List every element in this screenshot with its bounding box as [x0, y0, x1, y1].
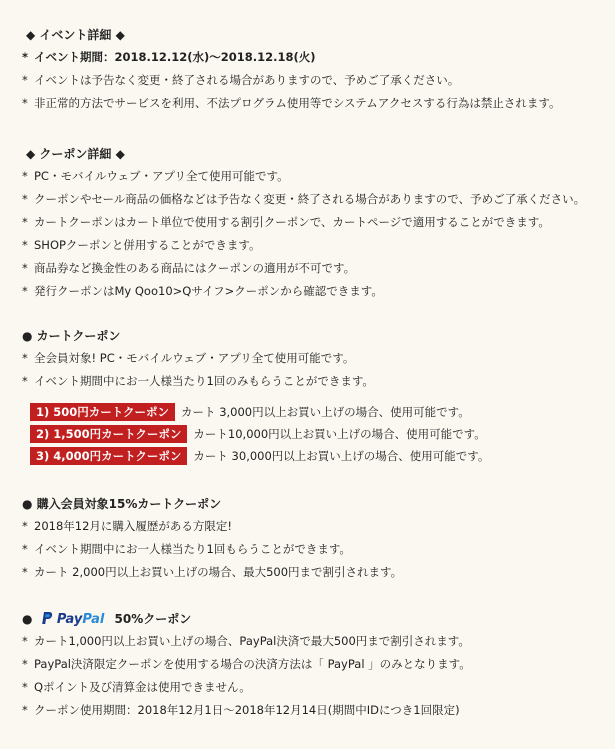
event-notice-line: * イベントは予告なく変更・終了される場合がありますので、予めご了承ください。: [22, 73, 460, 87]
paypal-coupon-heading: ● PayPal 50%クーポン: [22, 608, 607, 630]
coupon-tier-badge: 3) 4,000円カートクーポン: [30, 447, 187, 465]
coupon-tier-badge: 2) 1,500円カートクーポン: [30, 425, 187, 443]
paypal-coupon-section: [22, 608, 607, 722]
list-item: * カートクーポンはカート単位で使用する割引クーポンで、カートページで適用することができます。: [22, 215, 550, 229]
cart-coupon-section: [22, 325, 607, 467]
purchase-coupon-section: [22, 493, 607, 584]
coupon-details-section: [22, 143, 607, 303]
cart-coupon-heading: ● カートクーポン: [22, 329, 121, 343]
list-item: * 商品券など換金性のある商品にはクーポンの適用が不可です。: [22, 261, 356, 275]
list-item: * カート1,000円以上お買い上げの場合、PayPal決済で最大500円まで割引されます。: [22, 634, 470, 648]
coupon-tier-row: 3) 4,000円カートクーポン カート 30,000円以上お買い上げの場合、使用可能です。: [22, 445, 607, 467]
paypal-logo: PayPal: [41, 608, 105, 631]
coupon-details-heading: ◆ クーポン詳細 ◆: [26, 147, 125, 161]
list-item: * クーポン使用期間：2018年12月1日〜2018年12月14日(期間中IDにつき1回限定): [22, 703, 460, 717]
list-item: * イベント期間中にお一人様当たり1回もらうことができます。: [22, 542, 351, 556]
event-prohibition-line: * 非正常的方法でサービスを利用、不法プログラム使用等でシステムアクセスする行為は禁止されます。: [22, 96, 561, 110]
coupon-tier-row: 2) 1,500円カートクーポン カート10,000円以上お買い上げの場合、使用可能です。: [22, 423, 607, 445]
paypal-icon: [41, 611, 53, 625]
list-item: * SHOPクーポンと併用することができます。: [22, 238, 261, 252]
event-details-section: [22, 24, 607, 115]
list-item: * イベント期間中にお一人様当たり1回のみもらうことができます。: [22, 374, 374, 388]
list-item: * 全会員対象! PC・モバイルウェブ・アプリ全て使用可能です。: [22, 351, 355, 365]
list-item: * 発行クーポンはMy Qoo10>Qサイフ>クーポンから確認できます。: [22, 284, 383, 298]
list-item: * 2018年12月に購入履歴がある方限定!: [22, 519, 233, 533]
list-item: * PC・モバイルウェブ・アプリ全て使用可能です。: [22, 169, 289, 183]
event-details-heading: ◆ イベント詳細 ◆: [26, 28, 125, 42]
list-item: * クーポンやセール商品の価格などは予告なく変更・終了される場合がありますので、予めご了承ください。: [22, 192, 586, 206]
list-item: * Qポイント及び清算金は使用できません。: [22, 680, 251, 694]
list-item: * PayPal決済限定クーポンを使用する場合の決済方法は「 PayPal 」のみとなります。: [22, 657, 471, 671]
list-item: * カート 2,000円以上お買い上げの場合、最大500円まで割引されます。: [22, 565, 403, 579]
event-period-line: * イベント期間：2018.12.12(水)〜2018.12.18(火): [22, 50, 316, 64]
coupon-tier-row: 1) 500円カートクーポン カート 3,000円以上お買い上げの場合、使用可能です。: [22, 401, 607, 423]
coupon-tier-badge: 1) 500円カートクーポン: [30, 403, 175, 421]
purchase-coupon-heading: ● 購入会員対象15%カートクーポン: [22, 497, 222, 511]
